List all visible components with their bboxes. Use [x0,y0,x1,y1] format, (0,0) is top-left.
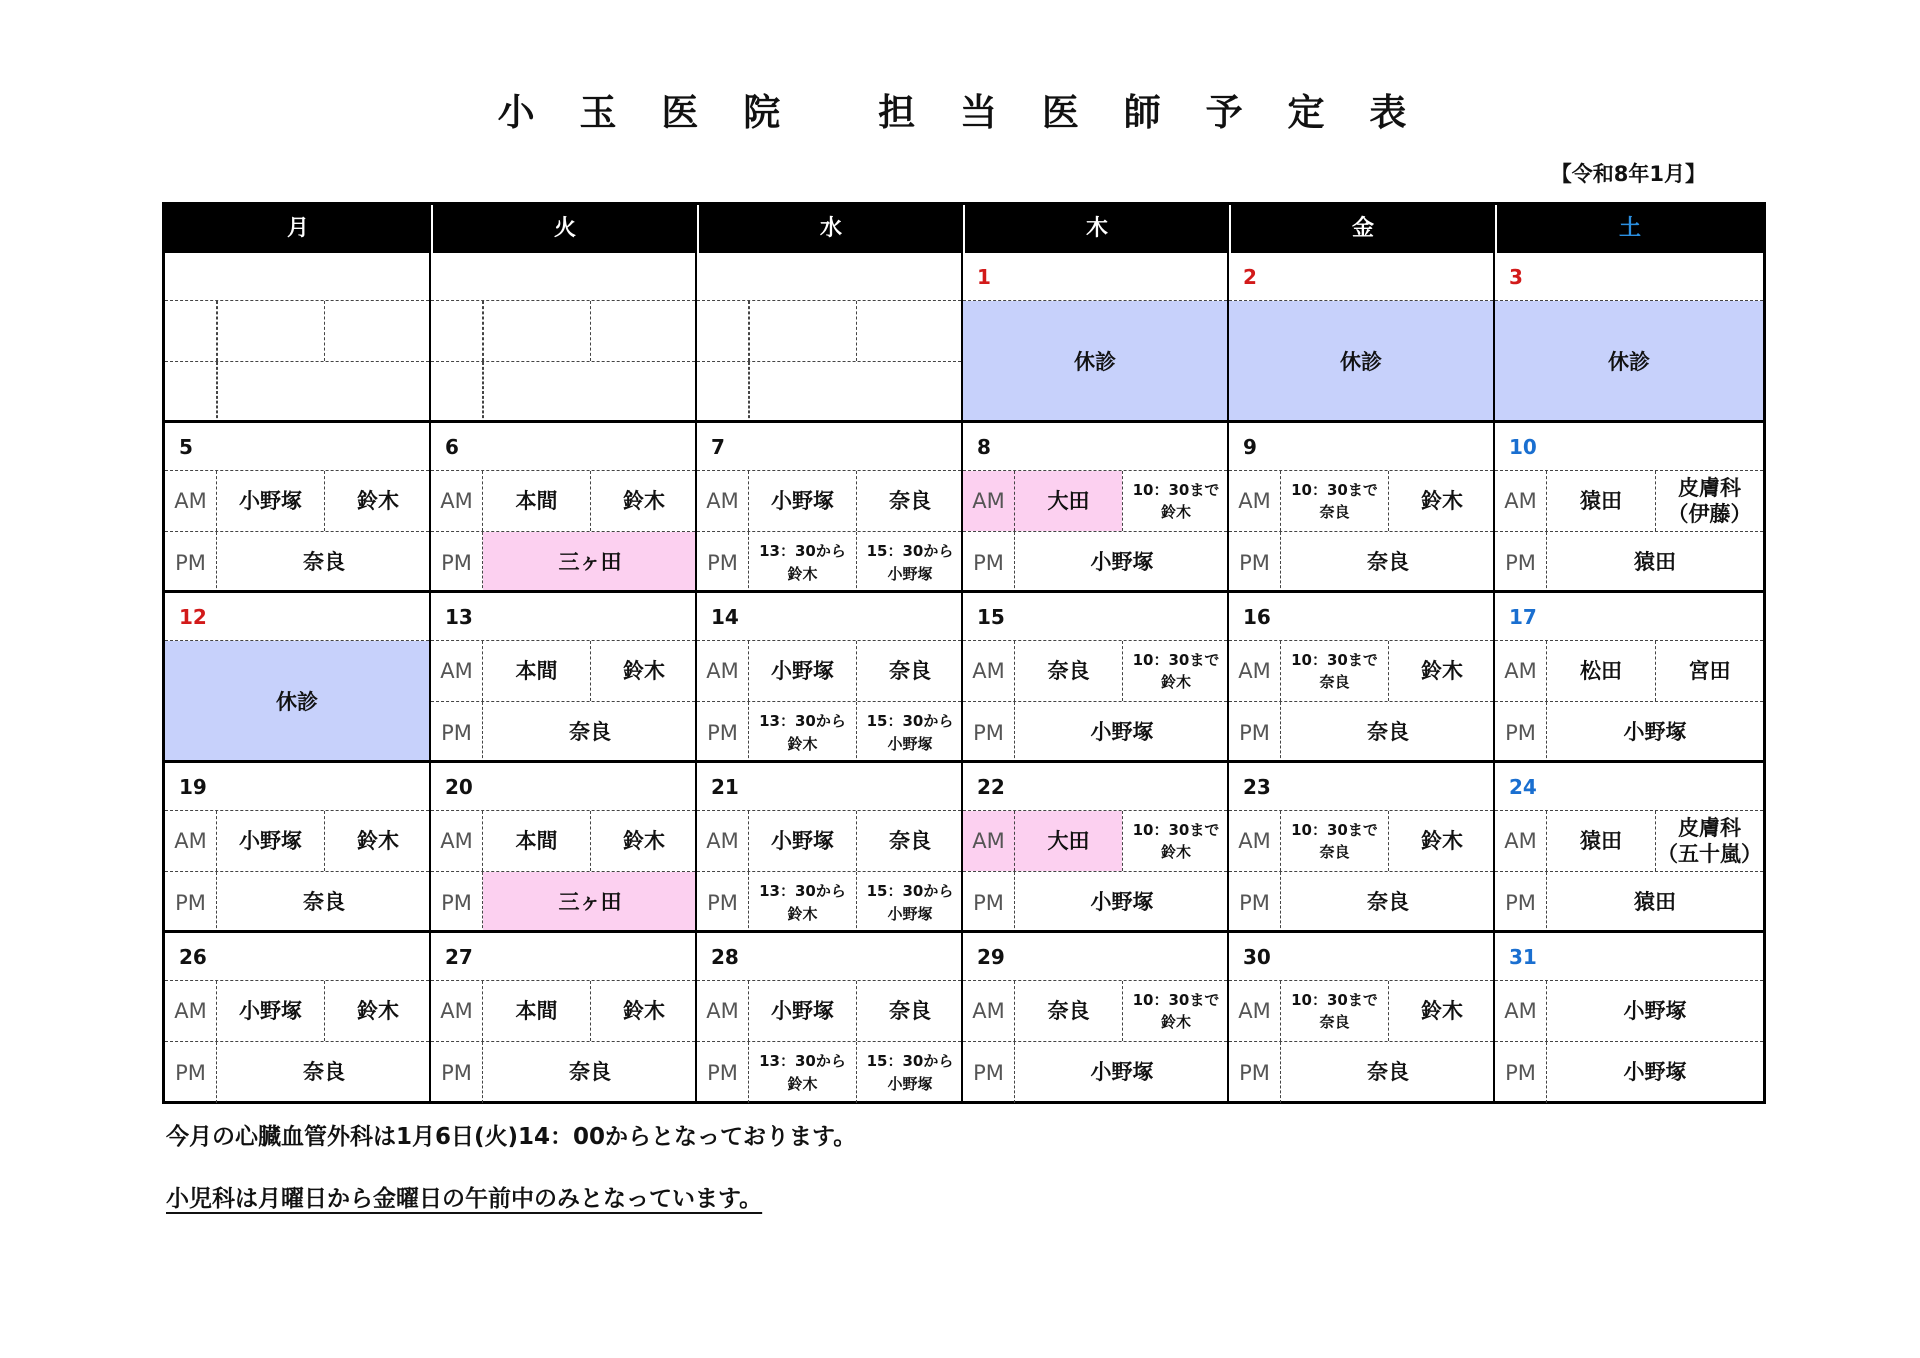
am-slot-row [963,811,1227,872]
doctor-name: 大田 [1015,471,1122,531]
doctor-name: 猿田 [1634,890,1676,915]
am-slot-row [697,811,961,872]
am-slot-row [431,471,695,532]
weekday-header: 火 [431,205,697,253]
date-number: 14 [711,605,739,629]
am-label: AM [963,471,1015,531]
doctor-name: 小野塚 [239,488,302,513]
pm-label: PM [697,702,749,763]
doctor-name: 小野塚 [1090,720,1154,745]
day-cell [1495,423,1763,593]
doctor-name: 奈良 [303,550,345,575]
day-cell [1495,933,1763,1103]
am-label: AM [697,471,749,531]
am-label: AM [431,981,483,1041]
day-cell [1229,933,1495,1103]
date-row [1229,763,1493,811]
doctor-name: 奈良 [1367,890,1409,915]
doctor-name: 鈴木 [324,981,431,1041]
doctor-name: 10：30まで 鈴木 [1122,641,1229,701]
am-slot-row [1229,981,1493,1042]
date-row [431,423,695,471]
day-cell [1229,763,1495,933]
doctor-name: 鈴木 [324,471,431,531]
weekday-header: 土 [1495,205,1763,253]
date-number: 2 [1243,265,1257,289]
empty-slot [217,301,324,361]
doctor-name: 13：30から 鈴木 [759,882,846,923]
date-number: 23 [1243,775,1271,799]
day-cell [697,763,963,933]
am-slot-row [1229,811,1493,872]
page-title: 小 玉 医 院 担 当 医 師 予 定 表 [497,91,1423,134]
pm-label: PM [431,702,483,763]
pm-label: PM [431,1042,483,1103]
date-row [1495,423,1763,471]
day-cell [1495,593,1763,763]
doctor-name: 猿田 [1634,550,1676,575]
date-row [963,763,1227,811]
date-row [165,423,429,471]
doctor-name: 鈴木 [590,981,697,1041]
pm-label: PM [963,702,1015,763]
pm-label: PM [1495,872,1547,933]
doctor-name: 松田 [1580,658,1622,683]
am-label: AM [1495,471,1547,531]
am-slot-row [963,641,1227,702]
date-row [431,933,695,981]
empty-slot [749,301,856,361]
date-number: 7 [711,435,725,459]
date-number: 13 [445,605,473,629]
pm-slot-row [1229,1042,1493,1103]
am-label: AM [1495,641,1547,701]
am-label [697,301,749,361]
empty-slot [749,362,963,423]
am-label: AM [431,471,483,531]
am-label: AM [1495,981,1547,1041]
doctor-name: 10：30まで 奈良 [1291,650,1378,691]
am-slot-row [431,981,695,1042]
date-number: 31 [1509,945,1537,969]
doctor-name: 皮膚科 （五十嵐） [1655,811,1763,871]
day-cell [1229,423,1495,593]
doctor-name: 宮田 [1655,641,1763,701]
empty-slot [856,301,961,361]
era-label: 【令和8年1月】 [1550,162,1706,186]
am-label: AM [697,811,749,871]
am-slot-row [697,471,961,532]
pm-slot-row [963,872,1227,933]
date-number: 30 [1243,945,1271,969]
pm-label: PM [165,1042,217,1103]
pm-label: PM [1495,702,1547,763]
schedule-calendar [162,202,1766,1104]
date-number: 12 [179,605,207,629]
pm-slot-row [431,362,695,423]
doctor-name: 鈴木 [324,811,431,871]
closed-label: 休診 [165,641,429,760]
day-cell [431,763,697,933]
pm-slot-row [1495,872,1763,933]
doctor-name: 小野塚 [771,488,834,513]
pm-slot-row [963,1042,1227,1103]
empty-slot [483,301,590,361]
am-slot-row [165,811,429,872]
pm-slot-row [1495,1042,1763,1103]
pm-label: PM [1229,532,1281,593]
pm-slot-row [431,532,695,593]
doctor-name: 三ヶ田 [483,532,697,593]
empty-slot [590,301,695,361]
weekday-header: 月 [286,216,309,241]
pm-label: PM [697,872,749,933]
day-cell [1495,763,1763,933]
pm-label: PM [697,1042,749,1103]
day-cell [165,763,431,933]
doctor-name: 15：30から 小野塚 [856,532,963,593]
date-number: 19 [179,775,207,799]
date-row [963,423,1227,471]
doctor-name: 15：30から 小野塚 [856,702,963,763]
date-row [1229,933,1493,981]
pm-label: PM [431,872,483,933]
day-cell [697,593,963,763]
doctor-name: 奈良 [303,1060,345,1085]
am-label: AM [431,811,483,871]
am-label: AM [963,811,1015,871]
cardiology-note: 今月の心臓血管外科は1月6日(火)14：00からとなっております。 [166,1124,857,1150]
pm-slot-row [1495,532,1763,593]
date-number: 10 [1509,435,1537,459]
am-label: AM [697,641,749,701]
doctor-name: 奈良 [856,641,963,701]
doctor-name: 奈良 [1047,658,1090,683]
date-number: 28 [711,945,739,969]
doctor-name: 奈良 [856,981,963,1041]
weekday-header: 金 [1229,205,1495,253]
day-cell [165,593,431,763]
date-row [431,593,695,641]
doctor-name: 小野塚 [1623,998,1687,1023]
doctor-name: 10：30まで 鈴木 [1122,981,1229,1041]
doctor-name: 小野塚 [1090,550,1154,575]
doctor-name: 三ヶ田 [483,872,697,933]
date-number: 3 [1509,265,1523,289]
pm-label: PM [1495,1042,1547,1103]
pm-slot-row [1229,532,1493,593]
pm-slot-row [963,532,1227,593]
doctor-name: 15：30から 小野塚 [856,1042,963,1103]
date-number: 15 [977,605,1005,629]
am-label: AM [963,641,1015,701]
pm-slot-row [165,1042,429,1103]
am-label: AM [1495,811,1547,871]
date-row [1229,253,1493,301]
day-cell [963,933,1229,1103]
doctor-name: 本間 [515,998,558,1023]
am-label: AM [1229,981,1281,1041]
date-number: 24 [1509,775,1537,799]
date-row [963,593,1227,641]
am-label: AM [1229,471,1281,531]
date-row [697,933,961,981]
am-slot-row [963,981,1227,1042]
doctor-name: 10：30まで 鈴木 [1122,811,1229,871]
am-label: AM [963,981,1015,1041]
date-row [1495,593,1763,641]
am-slot-row [1495,811,1763,872]
am-slot-row [1495,981,1763,1042]
doctor-name: 鈴木 [590,811,697,871]
date-row [431,253,695,301]
date-row [697,763,961,811]
day-cell [963,763,1229,933]
doctor-name: 小野塚 [239,998,302,1023]
pm-slot-row [697,1042,961,1103]
day-cell [1229,593,1495,763]
doctor-name: 小野塚 [1090,1060,1154,1085]
am-label: AM [165,981,217,1041]
pediatrics-note: 小児科は月曜日から金曜日の午前中のみとなっています。 [166,1186,763,1212]
am-slot-row [697,981,961,1042]
pm-label: PM [1495,532,1547,593]
doctor-name: 奈良 [1367,550,1409,575]
date-row [431,763,695,811]
date-number: 20 [445,775,473,799]
pm-slot-row [165,532,429,593]
weekday-header: 水 [697,205,963,253]
doctor-name: 大田 [1015,811,1122,871]
day-cell [697,253,963,423]
date-row [165,253,429,301]
pm-label: PM [963,1042,1015,1103]
date-number: 17 [1509,605,1537,629]
date-number: 8 [977,435,991,459]
am-label [165,301,217,361]
date-row [1495,933,1763,981]
date-row [1229,593,1493,641]
pm-slot-row [697,362,961,423]
day-cell [963,253,1229,423]
pm-label: PM [963,872,1015,933]
am-label [431,301,483,361]
date-row [1495,253,1763,301]
weekday-header-row [165,205,1763,253]
doctor-name: 15：30から 小野塚 [856,872,963,933]
doctor-name: 鈴木 [1388,981,1495,1041]
pm-label: PM [165,532,217,593]
day-cell [165,253,431,423]
date-row [165,763,429,811]
doctor-name: 奈良 [856,471,963,531]
date-row [1229,423,1493,471]
doctor-name: 10：30まで 奈良 [1291,480,1378,521]
am-label: AM [1229,641,1281,701]
day-cell [697,933,963,1103]
date-row [165,593,429,641]
day-cell [1495,253,1763,423]
doctor-name: 小野塚 [239,828,302,853]
weekday-header: 木 [963,205,1229,253]
pm-slot-row [963,702,1227,763]
day-cell [431,253,697,423]
date-row [697,253,961,301]
doctor-name: 奈良 [1367,720,1409,745]
doctor-name: 10：30まで 鈴木 [1122,471,1229,531]
pm-label [165,362,217,423]
pm-label: PM [1229,1042,1281,1103]
date-row [1495,763,1763,811]
doctor-name: 13：30から 鈴木 [759,712,846,753]
pm-label: PM [697,532,749,593]
doctor-name: 奈良 [856,811,963,871]
am-slot-row [697,641,961,702]
am-slot-row [431,641,695,702]
day-cell [963,593,1229,763]
date-number: 16 [1243,605,1271,629]
doctor-name: 鈴木 [1388,641,1495,701]
date-number: 1 [977,265,991,289]
am-slot-row [1495,641,1763,702]
doctor-name: 10：30まで 奈良 [1291,820,1378,861]
am-label: AM [431,641,483,701]
doctor-name: 鈴木 [590,471,697,531]
doctor-name: 小野塚 [771,658,834,683]
doctor-name: 10：30まで 奈良 [1291,990,1378,1031]
day-cell [1229,253,1495,423]
am-slot-row [165,471,429,532]
day-cell [431,423,697,593]
date-number: 26 [179,945,207,969]
day-cell [165,423,431,593]
doctor-name: 小野塚 [1623,1060,1687,1085]
pm-slot-row [165,872,429,933]
doctor-name: 13：30から 鈴木 [759,1052,846,1093]
pm-slot-row [1229,872,1493,933]
date-row [963,253,1227,301]
pm-slot-row [431,702,695,763]
pm-label: PM [1229,872,1281,933]
doctor-name: 小野塚 [771,828,834,853]
closed-label: 休診 [1229,301,1493,420]
date-row [963,933,1227,981]
pm-label: PM [963,532,1015,593]
empty-slot [483,362,697,423]
date-number: 22 [977,775,1005,799]
am-label: AM [1229,811,1281,871]
doctor-name: 本間 [515,488,558,513]
am-slot-row [1495,471,1763,532]
pm-label: PM [165,872,217,933]
closed-label: 休診 [963,301,1227,420]
am-slot-row [963,471,1227,532]
doctor-name: 13：30から 鈴木 [759,542,846,583]
am-slot-row [431,811,695,872]
pm-slot-row [431,872,695,933]
doctor-name: 奈良 [569,720,611,745]
pm-label: PM [1229,702,1281,763]
closed-label: 休診 [1495,301,1763,420]
day-cell [165,933,431,1103]
am-slot-row [1229,641,1493,702]
pm-slot-row [697,872,961,933]
empty-slot [217,362,431,423]
pm-label: PM [431,532,483,593]
date-number: 27 [445,945,473,969]
am-slot-row [165,981,429,1042]
pm-slot-row [1495,702,1763,763]
doctor-name: 奈良 [569,1060,611,1085]
date-row [697,593,961,641]
doctor-name: 鈴木 [1388,811,1495,871]
pm-slot-row [165,362,429,423]
am-label: AM [165,471,217,531]
empty-slot [324,301,429,361]
day-cell [697,423,963,593]
am-label: AM [697,981,749,1041]
doctor-name: 猿田 [1580,488,1622,513]
am-slot-row [1229,471,1493,532]
day-cell [431,933,697,1103]
pm-slot-row [697,702,961,763]
date-number: 29 [977,945,1005,969]
doctor-name: 鈴木 [590,641,697,701]
doctor-name: 奈良 [303,890,345,915]
doctor-name: 奈良 [1047,998,1090,1023]
am-slot-row [431,301,695,362]
doctor-name: 本間 [515,828,558,853]
doctor-name: 小野塚 [1623,720,1687,745]
doctor-name: 皮膚科 （伊藤） [1655,471,1763,531]
date-number: 21 [711,775,739,799]
pm-slot-row [1229,702,1493,763]
doctor-name: 本間 [515,658,558,683]
date-number: 6 [445,435,459,459]
pm-label [431,362,483,423]
doctor-name: 小野塚 [1090,890,1154,915]
am-slot-row [165,301,429,362]
date-row [165,933,429,981]
pm-label [697,362,749,423]
doctor-name: 鈴木 [1388,471,1495,531]
am-label: AM [165,811,217,871]
doctor-name: 猿田 [1580,828,1622,853]
doctor-name: 小野塚 [771,998,834,1023]
date-number: 9 [1243,435,1257,459]
doctor-name: 奈良 [1367,1060,1409,1085]
date-row [697,423,961,471]
day-cell [963,423,1229,593]
am-slot-row [697,301,961,362]
date-number: 5 [179,435,193,459]
pm-slot-row [697,532,961,593]
pm-slot-row [431,1042,695,1103]
day-cell [431,593,697,763]
